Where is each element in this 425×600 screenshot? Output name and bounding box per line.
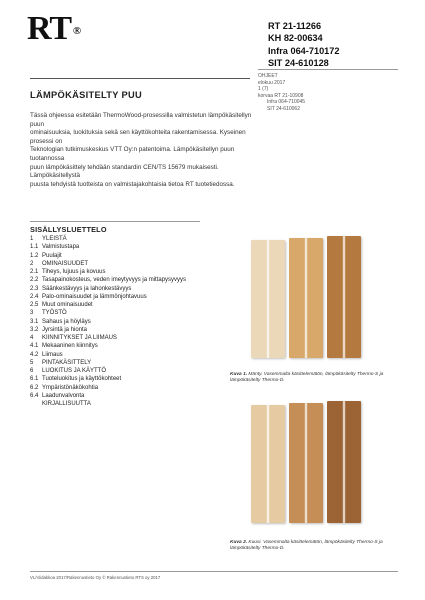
toc-item-number: 2.1: [30, 269, 39, 275]
code-kh: KH 82-00634: [268, 33, 323, 44]
footer-text: VL/Viidakkoa 2017/Rakennustieto Oy © Rakennustieto RTS oy 2017: [30, 575, 161, 580]
toc-item-number: 3.2: [30, 326, 39, 333]
header-divider: [30, 78, 250, 79]
toc-item-label: Ympäristönäkökohtia: [42, 384, 99, 391]
toc-item: [30, 301, 195, 309]
table-of-contents: [30, 235, 195, 408]
toc-item: [30, 342, 195, 350]
toc-item: [30, 293, 195, 301]
page-title: LÄMPÖKÄSITELTY PUU: [30, 90, 142, 100]
toc-item: [30, 351, 195, 359]
document-meta: [258, 73, 305, 113]
toc-item-number: 6.1: [30, 376, 39, 383]
toc-item-label: Säänkestävyys ja lahonkestävyys: [42, 285, 132, 292]
intro-line: puusta tehdyistä tuotteista on valmistajakohtaisia tietoa RT tuotetiedossa.: [30, 180, 235, 188]
toc-item: [30, 276, 195, 284]
toc-item: [30, 252, 195, 260]
toc-item-number: 2.3: [30, 285, 39, 292]
toc-item-number: 6.2: [30, 384, 39, 391]
toc-item-label: Mekaaninen kiinnitys: [42, 343, 98, 350]
toc-item-number: 6: [30, 368, 34, 374]
toc-item-label: LUOKITUS JA KÄYTTÖ: [42, 368, 107, 374]
toc-item: [30, 326, 195, 334]
toc-item-number: 1: [30, 236, 34, 242]
figure-2-caption: [230, 540, 390, 553]
toc-item-number: 2.5: [30, 302, 39, 308]
registered-mark: ®: [72, 25, 81, 37]
meta-date: elokuu 2017: [258, 79, 286, 86]
toc-item-label: Tiheys, lujuus ja kovuus: [42, 269, 106, 275]
plank-thermo-s: [289, 238, 323, 358]
toc-item: [30, 285, 195, 293]
toc-item-number: 1.1: [30, 244, 39, 251]
toc-item-label: KIINNITYKSET JA LIIMAUS: [42, 335, 117, 341]
intro-line: Tässä ohjeessa esitetään ThermoWood-prosessilla valmistetun lämpökäsitellyn puun: [30, 112, 252, 128]
toc-item: [30, 400, 195, 408]
toc-heading: SISÄLLYSLUETTELO: [30, 225, 107, 234]
figure-1-text: Mänty. Vasemmalta käsittelemätön, lämpökäsitelty Thermo-S ja lämpökäsitelty Thermo-D.: [230, 372, 384, 384]
toc-item-label: Laadunvalvonta: [42, 392, 85, 399]
footer-divider: [30, 571, 398, 572]
toc-item-label: OMINAISUUDET: [42, 260, 89, 267]
figure-1-photo: [213, 230, 398, 365]
figure-1-caption: [230, 372, 390, 385]
code-infra: Infra 064-710172: [268, 45, 340, 56]
toc-item: [30, 243, 195, 251]
plank-thermo-d: [327, 236, 361, 358]
toc-item-number: 4.1: [30, 343, 39, 350]
plank-thermo-s: [289, 403, 323, 523]
toc-item: [30, 318, 195, 326]
toc-item-label: Muut ominaisuudet: [42, 302, 93, 308]
toc-item-number: 2.2: [30, 277, 39, 284]
toc-item-label: YLEISTÄ: [42, 236, 67, 242]
toc-item-number: 6.4: [30, 392, 39, 399]
meta-type: OHJEET: [258, 73, 278, 79]
toc-item-number: 2.4: [30, 293, 39, 300]
intro-line: Teknologian tutkimuskeskus VTT Oy:n patentoima. Lämpökäsitellyn puun tuotannossa: [30, 146, 235, 162]
figure-2-label: Kuva 2.: [230, 540, 248, 545]
toc-item-number: 4: [30, 335, 34, 341]
toc-item-label: Sahaus ja höyläys: [42, 318, 91, 325]
toc-item: [30, 367, 195, 375]
toc-item: [30, 392, 195, 400]
meta-replaces-sit: SIT 24-610062: [267, 105, 300, 112]
toc-item: [30, 235, 195, 243]
toc-item-label: KIRJALLISUUTTA: [42, 401, 91, 407]
logo-text: RT: [27, 10, 72, 47]
toc-item: [30, 334, 195, 342]
toc-item-number: [30, 400, 42, 408]
toc-item-number: 3.1: [30, 318, 39, 325]
toc-item-number: 5: [30, 359, 34, 366]
toc-item: [30, 309, 195, 317]
code-sit: SIT 24-610128: [268, 58, 329, 69]
toc-divider: [30, 221, 200, 222]
intro-paragraph: [30, 112, 255, 189]
toc-item-label: Jyrsintä ja hionta: [42, 326, 88, 333]
code-rt: RT 21-11266: [268, 21, 322, 31]
meta-pages: 1 (7): [258, 86, 269, 93]
toc-item: [30, 384, 195, 392]
toc-item-number: 2: [30, 260, 34, 267]
toc-item-number: 1.2: [30, 252, 39, 259]
meta-replaces: korvaa RT 21-10908: [258, 92, 304, 99]
toc-item-number: 4.2: [30, 351, 39, 358]
toc-item-label: Valmistustapa: [42, 244, 80, 251]
figure-2-text: Kuusi. Vasemmalta käsittelemätön, lämpökäsitelty Thermo-S ja lämpökäsitelty Thermo-D.: [230, 540, 383, 552]
meta-divider: [258, 69, 398, 70]
toc-item: [30, 268, 195, 276]
intro-line: ominaisuuksia, luokituksia sekä sen käyttökohteita rakentamisessa. Kyseinen prosessi on: [30, 129, 246, 145]
toc-item-label: Puulajit: [42, 252, 62, 259]
rt-logo: [27, 10, 81, 47]
plank-untreated: [251, 405, 285, 523]
toc-item-label: Liimaus: [42, 351, 63, 358]
meta-replaces-infra: Infra 064-710045: [267, 99, 306, 106]
intro-line: puun lämpökäsittely tehdään standardin CEN/TS 15679 mukaisesti. Lämpökäsitellystä: [30, 163, 219, 180]
figure-1-label: Kuva 1.: [230, 372, 248, 377]
document-codes: [268, 20, 340, 70]
toc-item-label: Tuoteluokitus ja käyttökohteet: [42, 376, 122, 383]
toc-item-label: Palo-ominaisuudet ja lämmönjohtavuus: [42, 293, 147, 300]
toc-item: [30, 260, 195, 268]
toc-item-label: Tasapainokosteus, veden imeytyvyys ja mittapysyvyys: [42, 277, 187, 284]
figure-2-photo: [213, 395, 398, 530]
toc-item-label: PINTAKÄSITTELY: [42, 359, 92, 366]
plank-thermo-d: [327, 401, 361, 523]
toc-item: [30, 359, 195, 367]
toc-item-label: TYÖSTÖ: [42, 310, 67, 317]
toc-item: [30, 375, 195, 383]
plank-untreated: [251, 240, 285, 358]
toc-item-number: 3: [30, 310, 34, 317]
